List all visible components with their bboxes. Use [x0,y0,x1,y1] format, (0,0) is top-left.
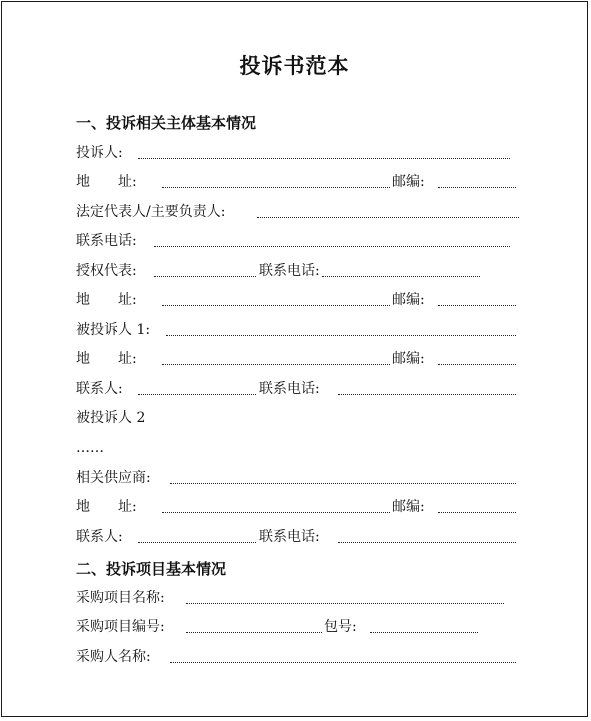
address-label: 地 址: [76,292,137,308]
supplier-contact-field[interactable] [138,541,256,543]
postcode-label: 邮编: [392,499,425,515]
document-page [1,1,588,717]
contact-phone-label: 联系电话: [259,529,320,545]
project-number-label: 采购项目编号: [76,619,165,635]
purchaser-label: 采购人名称: [76,649,151,665]
address-label: 地 址: [76,174,137,190]
respondent1-phone-field[interactable] [338,393,516,395]
supplier-field[interactable] [170,482,516,484]
auth-rep-field[interactable] [154,275,256,277]
respondent2-row [76,408,521,430]
project-number-row [76,617,521,639]
project-number-field[interactable] [186,631,322,633]
package-number-label: 包号: [324,619,357,635]
complainant-row [76,143,521,165]
supplier-contact-row [76,527,521,549]
supplier-address-row [76,497,521,519]
purchaser-row [76,647,521,669]
complainant-phone-row [76,231,521,253]
respondent1-address-field[interactable] [162,363,390,365]
phone-label: 联系电话: [76,233,137,249]
section-heading-1: 一、投诉相关主体基本情况 [76,114,257,132]
supplier-row [76,468,521,490]
address-label: 地 址: [76,499,137,515]
purchaser-field[interactable] [170,661,516,663]
respondent1-postcode-field[interactable] [438,363,516,365]
complainant-phone-field[interactable] [154,245,510,247]
respondent1-field[interactable] [166,334,516,336]
package-number-field[interactable] [370,631,478,633]
complainant-field[interactable] [138,157,510,159]
project-name-field[interactable] [186,602,504,604]
ellipsis-text: …… [76,440,104,456]
project-name-row [76,588,521,610]
postcode-label: 邮编: [392,174,425,190]
address-label: 地 址: [76,351,137,367]
supplier-label: 相关供应商: [76,470,151,486]
auth-rep-phone-label: 联系电话: [259,263,320,279]
project-name-label: 采购项目名称: [76,590,165,606]
respondent2-label: 被投诉人 2 [76,410,146,426]
auth-rep-postcode-field[interactable] [438,304,516,306]
legal-rep-field[interactable] [257,216,519,218]
ellipsis-row [76,438,521,460]
complainant-label: 投诉人: [76,145,123,161]
auth-rep-row [76,261,521,283]
supplier-phone-field[interactable] [338,541,516,543]
document-title: 投诉书范本 [239,53,350,78]
contact-label: 联系人: [76,381,123,397]
auth-rep-address-row [76,290,521,312]
legal-rep-label: 法定代表人/主要负责人: [76,204,226,220]
section-heading-2: 二、投诉项目基本情况 [76,560,227,578]
contact-phone-label: 联系电话: [259,381,320,397]
respondent1-label: 被投诉人 1: [76,322,151,338]
contact-label: 联系人: [76,529,123,545]
respondent1-row [76,320,521,342]
respondent1-contact-field[interactable] [138,393,256,395]
legal-rep-row [76,202,521,224]
supplier-address-field[interactable] [162,511,390,513]
postcode-label: 邮编: [392,292,425,308]
complainant-postcode-field[interactable] [438,186,516,188]
complainant-address-row [76,172,521,194]
auth-rep-address-field[interactable] [162,304,390,306]
auth-rep-phone-field[interactable] [322,275,480,277]
complainant-address-field[interactable] [162,186,390,188]
supplier-postcode-field[interactable] [438,511,516,513]
postcode-label: 邮编: [392,351,425,367]
respondent1-contact-row [76,379,521,401]
auth-rep-label: 授权代表: [76,263,137,279]
respondent1-address-row [76,349,521,371]
